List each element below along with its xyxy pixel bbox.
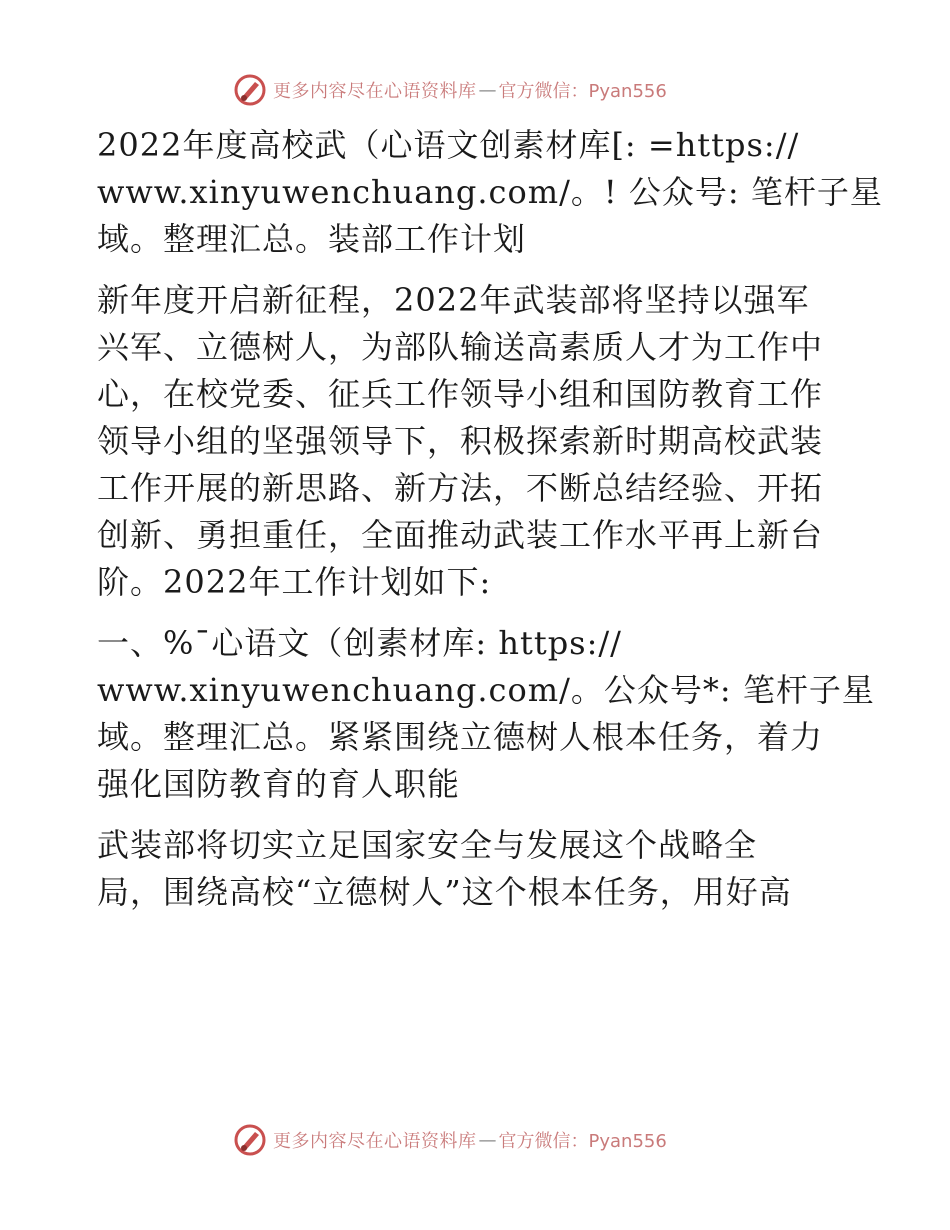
watermark-text: 更多内容尽在心语资料库 [273, 1131, 477, 1152]
text-line: 阶。2022年工作计划如下: [97, 563, 492, 601]
watermark-contact: 官方微信：Pyan556 [498, 81, 667, 102]
text-line: 局，围绕高校“立德树人”这个根本任务，用好高 [97, 873, 792, 911]
watermark-text: 更多内容尽在心语资料库 [273, 81, 477, 102]
text-line: www.xinyuwenchuang.com/。! 公众号: 笔杆子星 [97, 173, 883, 211]
text-line: 武装部将切实立足国家安全与发展这个战略全 [97, 826, 758, 864]
text-line: 心，在校党委、征兵工作领导小组和国防教育工作 [97, 375, 824, 413]
text-line: 兴军、立德树人，为部队输送高素质人才为工作中 [97, 328, 824, 366]
document-body [97, 122, 883, 930]
text-line: 域。整理汇总。装部工作计划 [97, 220, 527, 258]
text-line: www.xinyuwenchuang.com/。公众号*: 笔杆子星 [97, 671, 875, 709]
text-line: 一、%¯心语文（创素材库: https:// [97, 624, 622, 662]
text-line: 领导小组的坚强领导下，积极探索新时期高校武装 [97, 422, 824, 460]
watermark-contact: 官方微信：Pyan556 [498, 1131, 667, 1152]
watermark-separator: — [478, 79, 497, 101]
text-line: 2022年度高校武（心语文创素材库[: =https:// [97, 126, 800, 164]
paragraph-intro [97, 277, 857, 606]
text-line: 新年度开启新征程，2022年武装部将坚持以强军 [97, 281, 810, 319]
text-line: 创新、勇担重任，全面推动武装工作水平再上新台 [97, 516, 824, 554]
watermark-separator: — [478, 1129, 497, 1151]
paragraph-title [97, 122, 883, 263]
text-line: 域。整理汇总。紧紧围绕立德树人根本任务，着力 [97, 718, 824, 756]
paragraph-body [97, 822, 857, 916]
brush-circle-logo-icon [233, 73, 267, 107]
paragraph-section-one [97, 620, 875, 808]
text-line: 工作开展的新思路、新方法，不断总结经验、开拓 [97, 469, 824, 507]
text-line: 强化国防教育的育人职能 [97, 765, 461, 803]
brush-circle-logo-icon [233, 1123, 267, 1157]
watermark-banner-top [233, 72, 667, 108]
watermark-banner-bottom [233, 1122, 667, 1158]
